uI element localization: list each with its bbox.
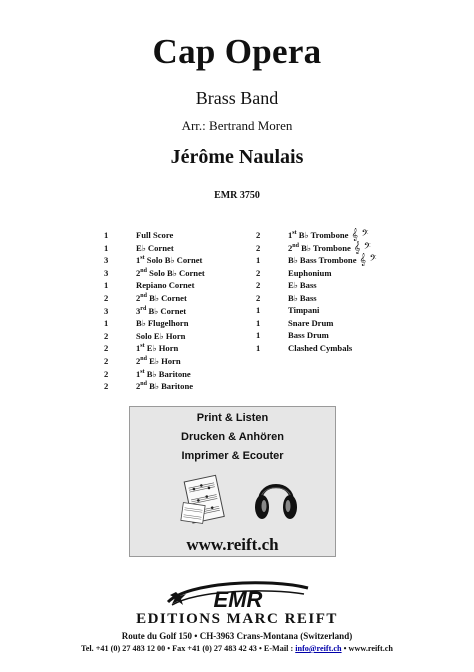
sheet-music-icon bbox=[180, 470, 230, 526]
part-quantity: 1 bbox=[256, 342, 261, 353]
part-instrument: E♭ Horn bbox=[149, 356, 181, 366]
part-instrument: B♭ Trombone bbox=[301, 242, 351, 253]
promo-line-imprimer: Imprimer & Ecouter bbox=[181, 450, 284, 462]
part-name bbox=[136, 242, 174, 254]
part-quantity: 2 bbox=[104, 368, 109, 379]
part-quantity: 3 bbox=[104, 305, 109, 316]
part-instrument: B♭ Cornet bbox=[149, 293, 187, 303]
part-name bbox=[288, 242, 371, 254]
part-name bbox=[136, 292, 187, 304]
part-ordinal-suffix: nd bbox=[140, 267, 147, 274]
subtitle: Brass Band bbox=[195, 88, 279, 108]
part-ordinal-suffix: st bbox=[140, 368, 145, 375]
part-instrument: Euphonium bbox=[288, 267, 332, 278]
part-ordinal: 2 bbox=[136, 267, 141, 278]
part-quantity: 3 bbox=[104, 255, 109, 266]
emr-logo-icon bbox=[158, 580, 316, 612]
part-name bbox=[136, 305, 186, 317]
part-name bbox=[136, 229, 173, 241]
part-name bbox=[288, 329, 329, 341]
part-instrument: Timpani bbox=[288, 305, 320, 315]
part-quantity: 3 bbox=[104, 267, 109, 278]
part-name bbox=[288, 229, 369, 241]
part-quantity: 1 bbox=[256, 330, 261, 340]
part-quantity: 1 bbox=[104, 230, 109, 240]
part-quantity: 1 bbox=[256, 317, 261, 328]
part-ordinal: 1 bbox=[288, 230, 293, 240]
headphones-icon bbox=[253, 471, 299, 523]
website-link[interactable]: www.reift.ch bbox=[186, 535, 279, 554]
page-title: Cap Opera bbox=[152, 32, 322, 71]
part-quantity: 1 bbox=[104, 318, 109, 329]
clef-icon: 𝄞 𝄢 bbox=[353, 240, 371, 254]
parts-list-left bbox=[104, 229, 244, 399]
part-ordinal-suffix: nd bbox=[140, 381, 147, 388]
part-name bbox=[136, 267, 205, 279]
part-name bbox=[136, 279, 194, 291]
part-instrument: Clashed Cymbals bbox=[288, 342, 353, 353]
part-ordinal: 2 bbox=[136, 356, 141, 366]
part-ordinal-suffix: nd bbox=[140, 356, 147, 363]
part-ordinal-suffix: nd bbox=[292, 242, 299, 249]
part-quantity: 2 bbox=[104, 293, 109, 303]
promo-line-print: Print & Listen bbox=[196, 412, 269, 424]
catalog-number: EMR 3750 bbox=[214, 190, 260, 201]
part-instrument: Solo B♭ Cornet bbox=[149, 267, 205, 278]
part-quantity: 2 bbox=[104, 330, 109, 341]
part-name bbox=[136, 330, 185, 342]
part-quantity: 2 bbox=[256, 280, 261, 290]
part-instrument: Snare Drum bbox=[288, 317, 334, 328]
part-ordinal: 1 bbox=[136, 368, 141, 379]
part-ordinal: 2 bbox=[136, 381, 141, 392]
part-ordinal: 1 bbox=[136, 343, 141, 354]
part-ordinal-suffix: st bbox=[140, 343, 145, 350]
part-name bbox=[136, 368, 191, 380]
part-name bbox=[136, 317, 189, 329]
part-name bbox=[288, 254, 377, 266]
part-name bbox=[288, 279, 317, 291]
part-instrument: Full Score bbox=[136, 230, 174, 240]
part-quantity: 1 bbox=[256, 305, 261, 315]
promo-box bbox=[129, 406, 336, 557]
part-instrument: B♭ Cornet bbox=[148, 305, 187, 316]
publisher-address: Route du Golf 150 • CH-3963 Crans-Montana (Switzerland) bbox=[121, 631, 353, 641]
part-quantity: 1 bbox=[256, 255, 261, 265]
part-name bbox=[136, 380, 193, 392]
part-instrument: Repiano Cornet bbox=[136, 280, 195, 291]
part-name bbox=[288, 317, 333, 329]
part-name bbox=[136, 355, 181, 367]
part-ordinal: 2 bbox=[288, 242, 293, 253]
part-ordinal: 3 bbox=[136, 305, 141, 316]
part-instrument: B♭ Flugelhorn bbox=[136, 318, 189, 329]
part-ordinal-suffix: st bbox=[140, 255, 145, 262]
composer: Jérôme Naulais bbox=[170, 146, 304, 168]
part-instrument: B♭ Bass bbox=[288, 292, 317, 303]
part-name bbox=[288, 304, 319, 316]
part-instrument: B♭ Trombone bbox=[298, 230, 349, 240]
part-ordinal: 2 bbox=[136, 293, 141, 303]
part-name bbox=[288, 342, 352, 354]
clef-icon: 𝄞 𝄢 bbox=[359, 253, 377, 266]
part-instrument: Solo B♭ Cornet bbox=[146, 255, 203, 266]
parts-list-right bbox=[256, 229, 416, 359]
part-quantity: 2 bbox=[104, 381, 109, 392]
part-name bbox=[288, 292, 317, 304]
part-quantity: 2 bbox=[256, 292, 261, 303]
part-instrument: E♭ Cornet bbox=[136, 242, 174, 253]
part-instrument: B♭ Baritone bbox=[149, 381, 194, 392]
part-quantity: 1 bbox=[104, 280, 109, 291]
part-instrument: E♭ Bass bbox=[288, 280, 317, 290]
part-quantity: 2 bbox=[256, 242, 261, 253]
email-link[interactable]: info@reift.ch bbox=[295, 644, 342, 653]
part-name bbox=[288, 267, 331, 279]
part-ordinal-suffix: nd bbox=[140, 293, 147, 300]
part-instrument: B♭ Baritone bbox=[146, 368, 191, 379]
part-name bbox=[136, 254, 202, 266]
part-instrument: Bass Drum bbox=[288, 330, 329, 340]
part-quantity: 2 bbox=[256, 230, 261, 240]
promo-line-drucken: Drucken & Anhören bbox=[181, 431, 284, 443]
arranger: Arr.: Bertrand Moren bbox=[181, 118, 293, 133]
part-ordinal: 1 bbox=[136, 255, 141, 266]
publisher-contact bbox=[0, 644, 474, 653]
part-quantity: 2 bbox=[256, 267, 261, 278]
emr-logo-text: EMR bbox=[213, 587, 263, 612]
part-ordinal-suffix: rd bbox=[140, 305, 147, 312]
part-ordinal-suffix: st bbox=[292, 230, 297, 237]
part-instrument: Solo E♭ Horn bbox=[136, 330, 186, 341]
part-quantity: 1 bbox=[104, 242, 109, 253]
part-instrument: B♭ Bass Trombone bbox=[288, 255, 357, 265]
part-quantity: 2 bbox=[104, 343, 109, 354]
publisher-name: EDITIONS MARC REIFT bbox=[136, 611, 338, 627]
contact-phone-fax: Tel. +41 (0) 27 483 12 00 • Fax +41 (0) 27 483 42 43 • E-Mail : bbox=[81, 644, 296, 653]
part-name bbox=[136, 342, 178, 354]
contact-website: • www.reift.ch bbox=[341, 644, 393, 653]
clef-icon: 𝄞 𝄢 bbox=[351, 228, 369, 241]
part-instrument: E♭ Horn bbox=[146, 343, 179, 354]
part-quantity: 2 bbox=[104, 356, 109, 366]
